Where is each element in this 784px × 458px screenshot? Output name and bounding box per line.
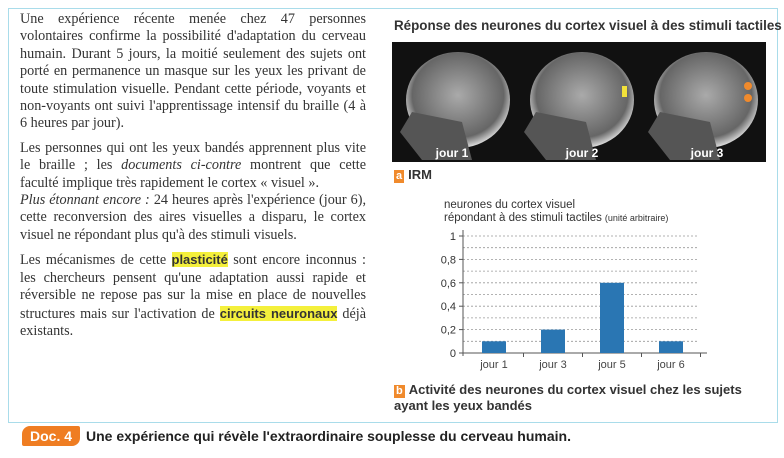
paragraph-4 <box>20 251 366 340</box>
x-tick-label: jour 3 <box>539 359 567 371</box>
bar <box>541 330 565 353</box>
y-tick-label: 0 <box>449 348 456 360</box>
text: sont encore inconnus : les chercheurs pensent qu'une adaptation aussi rapide et réversible ne repose pas sur la mise en place de nouvelles structures mais sur l'activation de <box>20 252 366 322</box>
badge-a: a <box>396 170 403 182</box>
y-tick-label: 0,2 <box>440 324 456 337</box>
mri-head-3 <box>648 52 758 160</box>
x-tick-label: jour 1 <box>480 359 508 371</box>
doc-label: Doc. 4 <box>22 426 80 446</box>
mri-label-1: jour 1 <box>435 146 469 160</box>
bar <box>659 341 683 353</box>
y-tick-label: 0,8 <box>440 254 456 267</box>
body-text <box>20 11 366 347</box>
highlight-circuits: circuits neuronaux <box>219 305 338 321</box>
ylabel-unit: (unité arbitraire) <box>604 213 669 223</box>
mri-images <box>392 42 766 162</box>
mri-label-3: jour 3 <box>690 146 724 160</box>
activation-spot <box>744 82 752 90</box>
caption-a-text: IRM <box>408 167 432 182</box>
text: montrent que cette faculté implique très rapidement le cortex « visuel ». <box>20 157 367 191</box>
x-tick-label: jour 6 <box>657 359 685 371</box>
badge-b: b <box>396 385 403 397</box>
text: Les mécanismes de cette <box>20 252 172 269</box>
caption-b-text: Activité des neurones du cortex visuel chez les sujets ayant les yeux bandés <box>394 382 742 413</box>
emphasis: documents ci-contre <box>121 157 242 174</box>
paragraph-3 <box>20 192 366 244</box>
y-tick-label: 0,6 <box>440 277 456 290</box>
y-tick-label: 0,4 <box>440 301 456 314</box>
paragraph-1: Une expérience récente menée chez 47 personnes volontaires confirme la possibilité d'adaptation du cerveau humain. Durant 5 jours, la moitié seulement des sujets ont porté en permanence un masque sur les yeux les privant de toute stimulation visuelle. Pendant cette période, voyants et non-voyants ont suivi l'apprentissage intensif du braille (4 à 6 heures par jour). <box>20 11 366 132</box>
bar-chart <box>384 190 784 380</box>
mri-head-1 <box>400 52 510 160</box>
text: Les personnes qui ont les yeux bandés apprennent plus vite le braille ; les <box>20 139 366 174</box>
caption-b <box>394 382 774 414</box>
bar <box>482 341 506 353</box>
activation-spot <box>744 94 752 102</box>
bar <box>600 283 624 353</box>
x-tick-label: jour 5 <box>598 359 626 371</box>
emphasis: Plus étonnant encore : <box>20 192 150 209</box>
text: déjà existants. <box>20 305 366 339</box>
ylabel-line1: neurones du cortex visuel <box>444 199 576 211</box>
mri-label-2: jour 2 <box>565 146 599 160</box>
ylabel-line2 <box>444 212 668 224</box>
text: 24 heures après l'expérience (jour 6), cette reconversion des aires visuelles a disparu, le cortex visuel ne répondant plus qu'à des stimuli visuels. <box>20 192 367 243</box>
activation-spot <box>622 86 627 97</box>
figure-title: Réponse des neurones du cortex visuel à des stimuli tactiles <box>394 18 782 33</box>
caption-a <box>394 167 432 183</box>
ylabel-text: répondant à des stimuli tactiles <box>444 212 602 224</box>
y-tick-label: 1 <box>449 231 456 243</box>
highlight-plasticite: plasticité <box>171 252 228 268</box>
doc-title: Une expérience qui révèle l'extraordinaire souplesse du cerveau humain. <box>86 428 571 444</box>
mri-head-2 <box>524 52 634 160</box>
paragraph-2 <box>20 140 366 192</box>
